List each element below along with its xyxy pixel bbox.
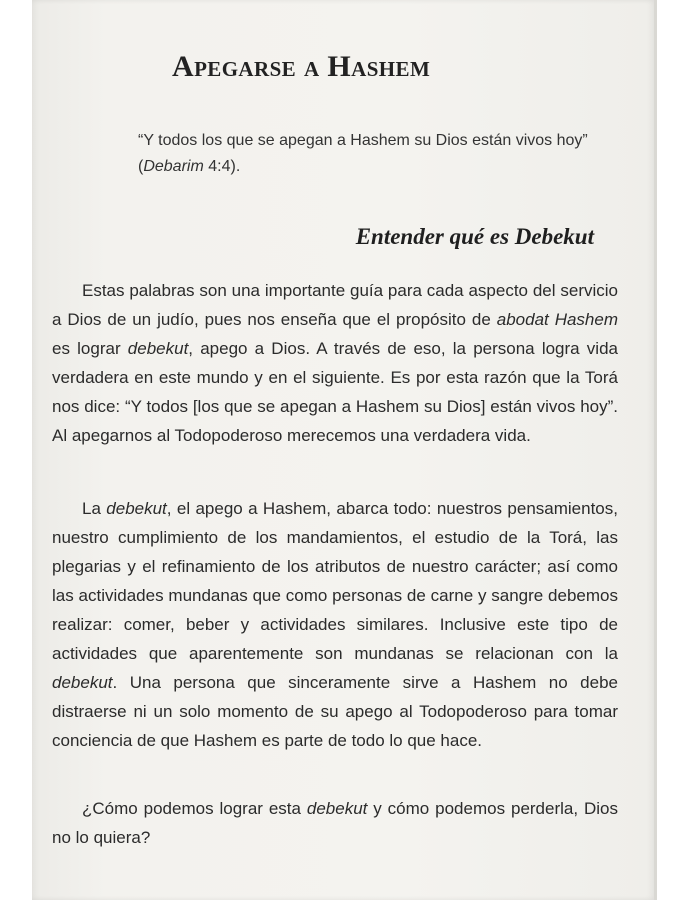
paragraph-2-text-b: , el apego a Hashem, abarca todo: nuestros pensamientos, nuestro cumplimiento de los mandamientos, el estudio de la Torá, las plegarias y el refinamiento de los atributos de nuestro carácter; así como las actividades mundanas que como personas de carne y sangre debemos realizar: comer, beber y actividades similares. Inclusive este tipo de actividades que aparentemente son mundanas se relacionan con la xyxy=(52,499,618,663)
chapter-title: Apegarse a Hashem xyxy=(172,50,431,83)
paragraph-2-text-a: La xyxy=(82,499,107,518)
paragraph-2-term-b: debekut xyxy=(52,673,113,692)
page-edge xyxy=(654,0,657,900)
paragraph-2-text-c: . Una persona que sinceramente sirve a Hashem no debe distraerse ni un solo momento de su apego al Todopoderoso para tomar conciencia de que Hashem es parte de todo lo que hace. xyxy=(52,673,618,750)
epigraph-text: “Y todos los que se apegan a Hashem su Dios están vivos hoy” ( xyxy=(138,132,588,175)
epigraph-quote xyxy=(138,128,606,180)
paragraph-3-text-b: y cómo podemos perderla, Dios no lo quiera? xyxy=(52,799,618,847)
paragraph-2 xyxy=(52,494,618,755)
paragraph-1-text-c: , apego a Dios. A través de eso, la persona logra vida verdadera en este mundo y en el siguiente. Es por esta razón que la Torá nos dice: “Y todos [los que se apegan a Hashem su Dios] están vivos hoy”. Al apegarnos al Todopoderoso merecemos una verdadera vida. xyxy=(52,339,618,445)
paragraph-3-text-a: ¿Cómo podemos lograr esta xyxy=(82,799,307,818)
paragraph-1 xyxy=(52,276,618,450)
epigraph-reference: 4:4). xyxy=(203,158,241,175)
paragraph-1-text-a: Estas palabras son una importante guía para cada aspecto del servicio a Dios de un judío, pues nos enseña que el propósito de xyxy=(52,281,618,329)
paragraph-1-term-a: abodat Hashem xyxy=(496,310,618,329)
paragraph-1-text-b: es lograr xyxy=(52,339,128,358)
paragraph-2-term-a: debekut xyxy=(106,499,167,518)
paragraph-3-term-a: debekut xyxy=(306,799,368,818)
paragraph-1-term-b: debekut xyxy=(127,339,189,358)
paragraph-3 xyxy=(52,794,618,852)
book-page xyxy=(32,0,654,900)
epigraph-citation: Debarim xyxy=(143,158,204,175)
section-heading: Entender qué es Debekut xyxy=(355,224,594,249)
